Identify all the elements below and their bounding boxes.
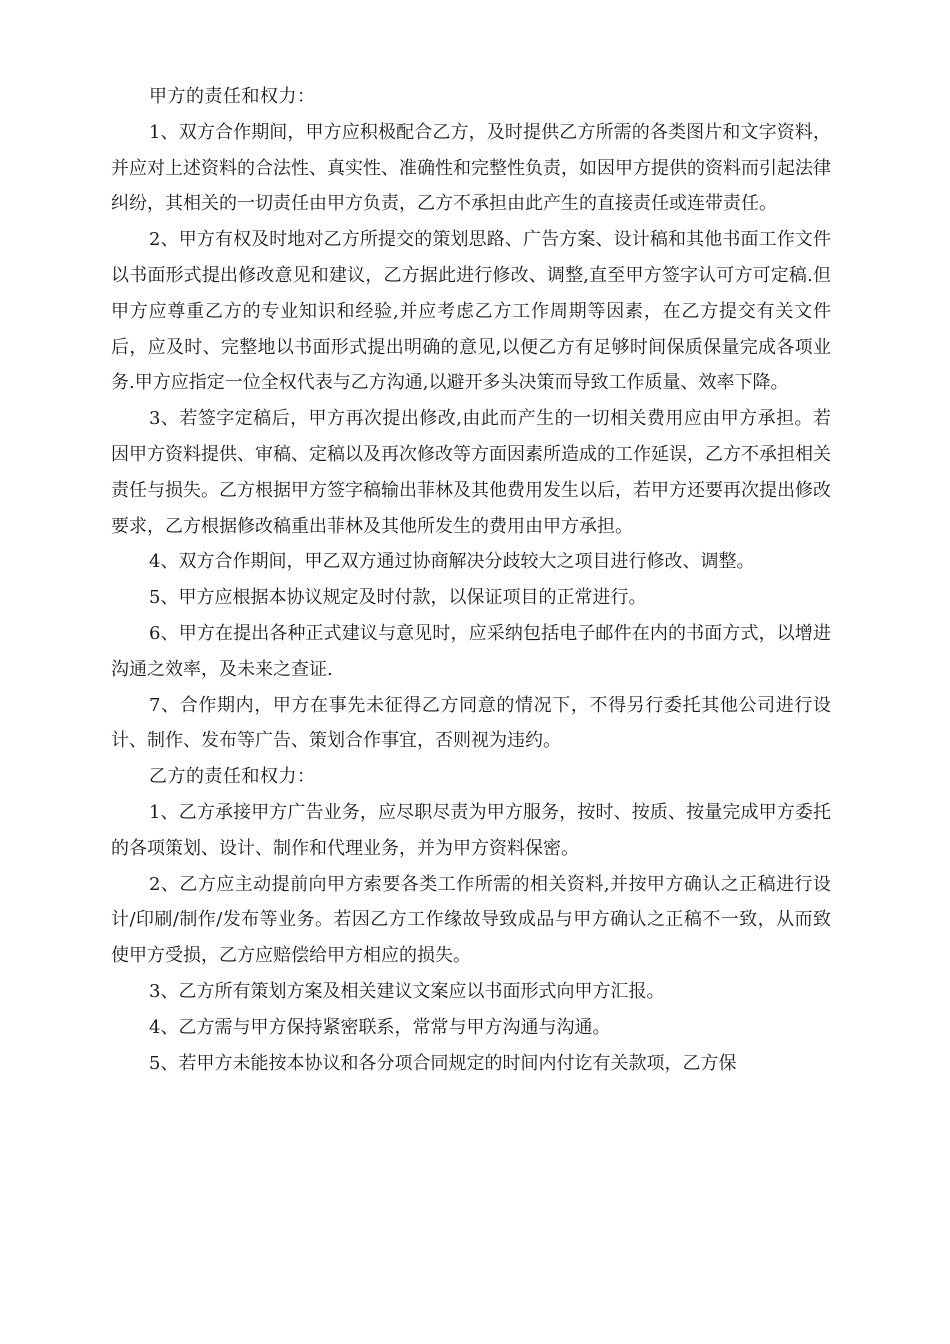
- section-heading-party-b: 乙方的责任和权力：: [149, 766, 316, 788]
- party-a-clause-6: 6、甲方在提出各种正式建议与意见时，应采纳包括电子邮件在内的书面方式，以增进沟通之效率，及未来之查证.: [111, 622, 831, 680]
- party-a-clause-1: 1、双方合作期间，甲方应积极配合乙方，及时提供乙方所需的各类图片和文字资料，并应对上述资料的合法性、真实性、准确性和完整性负责，如因甲方提供的资料而引起法律纠纷，其相关的一切责任由甲方负责，乙方不承担由此产生的直接责任或连带责任。: [111, 121, 831, 215]
- party-a-clause-7: 7、合作期内，甲方在事先未征得乙方同意的情况下，不得另行委托其他公司进行设计、制作、发布等广告、策划合作事宜，否则视为违约。: [111, 694, 831, 752]
- party-b-clause-3: 3、乙方所有策划方案及相关建议文案应以书面形式向甲方汇报。: [149, 980, 665, 1002]
- document-body: [111, 79, 831, 1081]
- party-a-clause-5: 5、甲方应根据本协议规定及时付款，以保证项目的正常进行。: [149, 587, 647, 609]
- party-b-clause-1: 1、乙方承接甲方广告业务，应尽职尽责为甲方服务，按时、按质、按量完成甲方委托的各项策划、设计、制作和代理业务，并为甲方资料保密。: [111, 801, 831, 859]
- party-a-clause-4: 4、双方合作期间，甲乙双方通过协商解决分歧较大之项目进行修改、调整。: [149, 551, 755, 573]
- section-heading-party-a: 甲方的责任和权力：: [149, 86, 316, 107]
- party-a-clause-2: 2、甲方有权及时地对乙方所提交的策划思路、广告方案、设计稿和其他书面工作文件以书面形式提出修改意见和建议，乙方据此进行修改、调整,直至甲方签字认可方可定稿.但甲方应尊重乙方的专业知识和经验,并应考虑乙方工作周期等因素，在乙方提交有关文件后，应及时、完整地以书面形式提出明确的意见,以便乙方有足够时间保质保量完成各项业务.甲方应指定一位全权代表与乙方沟通,以避开多头决策而导致工作质量、效率下降。: [111, 229, 831, 394]
- party-a-clause-3: 3、若签字定稿后，甲方再次提出修改,由此而产生的一切相关费用应由甲方承担。若因甲方资料提供、审稿、定稿以及再次修改等方面因素所造成的工作延误，乙方不承担相关责任与损失。乙方根据甲方签字稿输出菲林及其他费用发生以后，若甲方还要再次提出修改要求，乙方根据修改稿重出菲林及其他所发生的费用由甲方承担。: [111, 408, 831, 537]
- party-b-clause-2: 2、乙方应主动提前向甲方索要各类工作所需的相关资料,并按甲方确认之正稿进行设计/印刷/制作/发布等业务。若因乙方工作缘故导致成品与甲方确认之正稿不一致，从而致使甲方受损，乙方应赔偿给甲方相应的损失。: [111, 873, 831, 967]
- party-b-clause-5: 5、若甲方未能按本协议和各分项合同规定的时间内付讫有关款项，乙方保: [149, 1052, 737, 1074]
- party-b-clause-4: 4、乙方需与甲方保持紧密联系，常常与甲方沟通与沟通。: [149, 1016, 611, 1038]
